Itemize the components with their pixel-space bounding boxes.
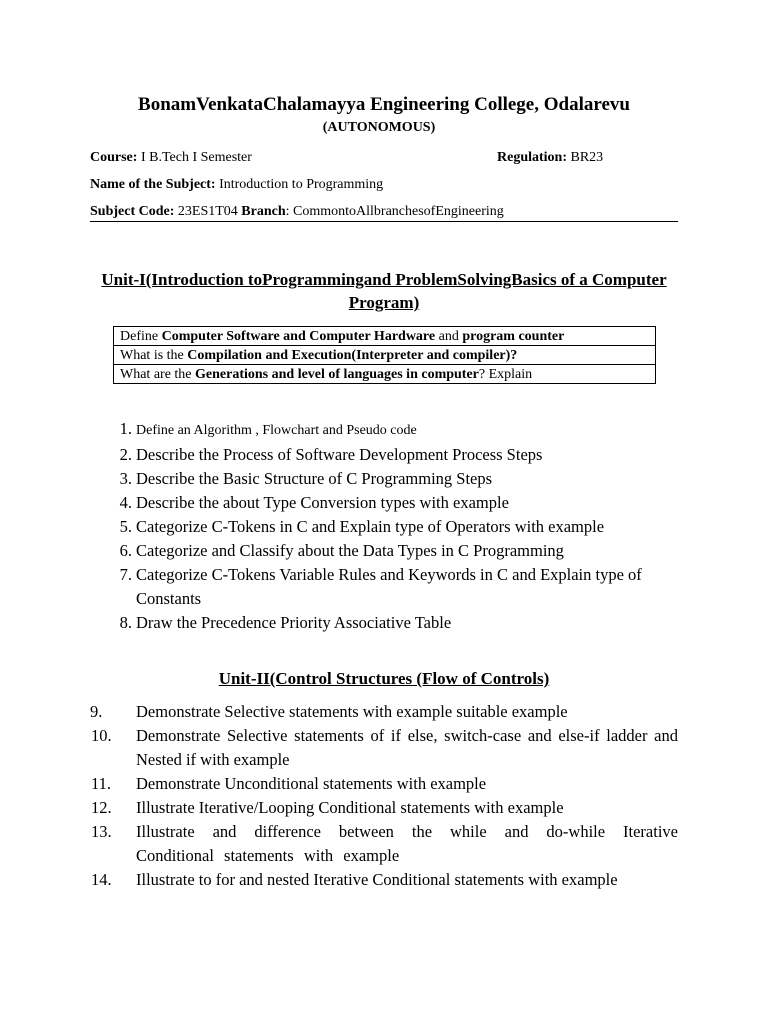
branch-label: Branch xyxy=(241,204,286,219)
list-item: 9. Demonstrate Selective statements with example suitable example xyxy=(90,702,568,721)
subject-code-line xyxy=(90,203,504,221)
list-item: 13. Illustrate and difference between the while and do-while Iterative Conditional statements with example xyxy=(91,822,678,865)
regulation-value: BR23 xyxy=(570,150,604,165)
list-item: 14. Illustrate to for and nested Iterative Conditional statements with example xyxy=(91,870,618,889)
table-cell: Define Computer Software and Computer Hardware and program counter xyxy=(114,327,656,346)
table-cell: What is the Compilation and Execution(Interpreter and compiler)? xyxy=(114,346,656,365)
list-item: 6. Categorize and Classify about the Data Types in C Programming xyxy=(119,541,564,560)
list-item: 10. Demonstrate Selective statements of if else, switch-case and else-if ladder and Nested if with example xyxy=(91,726,678,769)
list-item: 3. Describe the Basic Structure of C Programming Steps xyxy=(119,469,493,488)
short-questions-table xyxy=(113,326,656,384)
course-line xyxy=(90,149,252,167)
unit1-question-list xyxy=(90,417,678,635)
list-item: 4. Describe the about Type Conversion types with example xyxy=(119,493,509,512)
subject-line xyxy=(90,176,383,194)
list-item: 2. Describe the Process of Software Development Process Steps xyxy=(119,445,543,464)
course-label: Course: xyxy=(90,150,138,165)
code-value: 23ES1T04 xyxy=(177,204,238,219)
table-row xyxy=(114,346,656,365)
unit1-heading-line1: Unit-I(Introduction toProgrammingand ProblemSolvingBasics of a Computer xyxy=(101,270,667,289)
list-item: 7. Categorize C-Tokens Variable Rules and Keywords in C and Explain type of Constants xyxy=(119,565,642,608)
subject-label: Name of the Subject: xyxy=(90,177,216,192)
regulation-line xyxy=(497,149,603,167)
subject-value: Introduction to Programming xyxy=(219,177,384,192)
list-item: 8. Draw the Precedence Priority Associative Table xyxy=(119,613,452,632)
course-value: I B.Tech I Semester xyxy=(140,150,252,165)
unit1-heading-line2: Program) xyxy=(348,293,420,312)
regulation-label: Regulation: xyxy=(497,150,567,165)
unit2-heading: Unit-II(Control Structures (Flow of Controls) xyxy=(218,669,550,688)
list-item: 5. Categorize C-Tokens in C and Explain type of Operators with example xyxy=(119,517,605,536)
college-title: BonamVenkataChalamayya Engineering College, Odalarevu xyxy=(138,94,630,115)
branch-value: : CommontoAllbranchesofEngineering xyxy=(285,204,504,219)
list-item: 12. Illustrate Iterative/Looping Conditional statements with example xyxy=(91,798,564,817)
code-label: Subject Code: xyxy=(90,204,175,219)
autonomous-label: (AUTONOMOUS) xyxy=(322,120,436,135)
unit1-heading xyxy=(90,268,678,314)
list-item: 11. Demonstrate Unconditional statements with example xyxy=(91,774,487,793)
header-divider xyxy=(90,221,678,222)
table-cell: What are the Generations and level of languages in computer? Explain xyxy=(114,365,656,384)
table-row xyxy=(114,327,656,346)
unit2-question-list xyxy=(90,700,678,892)
table-row xyxy=(114,365,656,384)
list-item: 1. Define an Algorithm , Flowchart and Pseudo code xyxy=(119,419,417,438)
